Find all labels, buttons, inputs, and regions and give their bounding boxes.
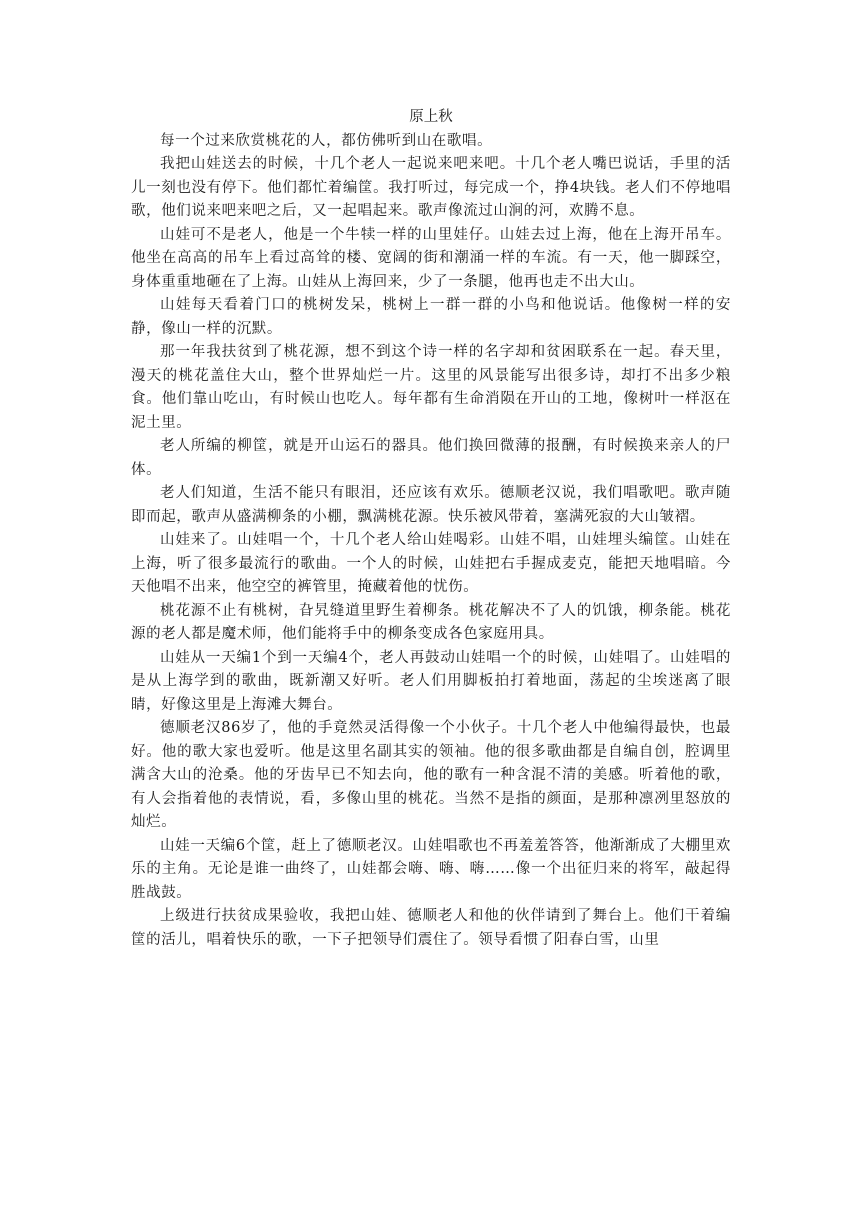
paragraph: 我把山娃送去的时候，十几个老人一起说来吧来吧。十几个老人嘴巴说话，手里的活儿一刻也没有停下。他们都忙着编筐。我打听过，每完成一个，挣4块钱。老人们不停地唱歌，他们说来吧来吧之后，又一起唱起来。歌声像流过山涧的河，欢腾不息。 (131, 156, 731, 219)
document-title: 原上秋 (409, 109, 453, 125)
paragraph: 山娃一天编6个筐，赶上了德顺老汉。山娃唱歌也不再羞羞答答，他渐渐成了大棚里欢乐的主角。无论是谁一曲终了，山娃都会嗨、嗨、嗨……像一个出征归来的将军，敲起得胜战鼓。 (131, 837, 731, 901)
paragraph: 桃花源不止有桃树，旮旯缝道里野生着柳条。桃花解决不了人的饥饿，柳条能。桃花源的老人都是魔术师，他们能将手中的柳条变成各色家庭用具。 (131, 602, 731, 642)
paragraph: 老人所编的柳筐，就是开山运石的器具。他们换回微薄的报酬，有时候换来亲人的尸体。 (131, 438, 731, 478)
paragraph: 每一个过来欣赏桃花的人，都仿佛听到山在歌唱。 (160, 132, 493, 149)
paragraph: 老人们知道，生活不能只有眼泪，还应该有欢乐。德顺老汉说，我们唱歌吧。歌声随即而起，歌声从盛满柳条的小棚，飘满桃花源。快乐被风带着，塞满死寂的大山皱褶。 (131, 485, 731, 525)
paragraph: 上级进行扶贫成果验收，我把山娃、德顺老人和他的伙伴请到了舞台上。他们干着编筐的活儿，唱着快乐的歌，一下子把领导们震住了。领导看惯了阳春白雪，山里 (131, 908, 731, 948)
paragraph: 山娃每天看着门口的桃树发呆，桃树上一群一群的小鸟和他说话。他像树一样的安静，像山一样的沉默。 (131, 297, 731, 337)
paragraph: 那一年我扶贫到了桃花源，想不到这个诗一样的名字却和贫困联系在一起。春天里，漫天的桃花盖住大山，整个世界灿烂一片。这里的风景能写出很多诗，却打不出多少粮食。他们靠山吃山，有时候山也吃人。每年都有生命消陨在开山的工地，像树叶一样沤在泥土里。 (131, 344, 731, 431)
paragraph: 山娃来了。山娃唱一个，十几个老人给山娃喝彩。山娃不唱，山娃埋头编筐。山娃在上海，听了很多最流行的歌曲。一个人的时候，山娃把右手握成麦克，能把天地唱暗。今天他唱不出来，他空空的裤管里，掩藏着他的忧伤。 (131, 532, 731, 595)
paragraph: 山娃从一天编1个到一天编4个，老人再鼓动山娃唱一个的时候，山娃唱了。山娃唱的是从上海学到的歌曲，既新潮又好听。老人们用脚板拍打着地面，荡起的尘埃迷离了眼睛，好像这里是上海滩大舞台。 (131, 649, 731, 713)
document-page (131, 106, 731, 952)
paragraph: 德顺老汉86岁了，他的手竟然灵活得像一个小伙子。十几个老人中他编得最快，也最好。他的歌大家也爱听。他是这里名副其实的领袖。他的很多歌曲都是自编自创，腔调里满含大山的沧桑。他的牙齿早已不知去向，他的歌有一种含混不清的美感。听着他的歌，有人会指着他的表情说，看，多像山里的桃花。当然不是指的颜面，是那种凛冽里怒放的灿烂。 (131, 720, 731, 830)
paragraph: 山娃可不是老人，他是一个牛犊一样的山里娃仔。山娃去过上海，他在上海开吊车。他坐在高高的吊车上看过高耸的楼、宽阔的街和潮涌一样的车流。有一天，他一脚踩空，身体重重地砸在了上海。山娃从上海回来，少了一条腿，他再也走不出大山。 (131, 226, 731, 290)
